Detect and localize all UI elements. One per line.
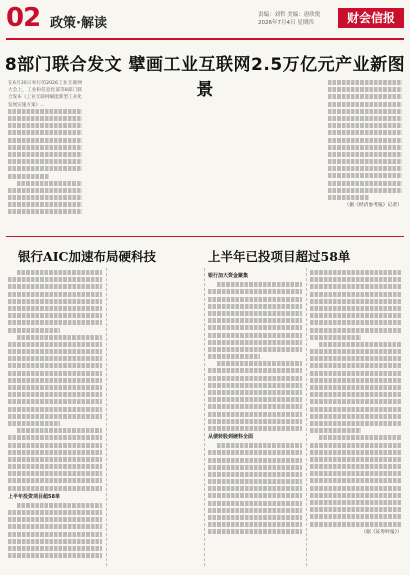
article2-subheading-2: 银行加大资金聚集 xyxy=(208,273,249,279)
text-lines xyxy=(208,443,302,534)
article1-intro: 在6月30日举行的2026工业互联网大会上，工业和信息化部等8部门联合发布《工业互联网赋能新型工业化发展实施方案》… xyxy=(8,81,82,108)
column-divider xyxy=(204,268,205,566)
text-lines xyxy=(8,503,102,558)
main-headline: 8部门联合发文 擘画工业互联网2.5万亿元产业新图景 xyxy=(4,55,406,100)
article1-column-2 xyxy=(88,80,162,230)
article1-column-4 xyxy=(248,80,322,230)
article2-column-2 xyxy=(110,270,200,568)
text-lines xyxy=(310,270,402,527)
text-lines xyxy=(8,270,102,491)
article3-headline: 上半年已投项目超过58单 xyxy=(208,249,351,264)
column-divider xyxy=(306,268,307,566)
article1-column-3 xyxy=(168,80,242,230)
article1-column-1 xyxy=(8,80,82,230)
page-meta xyxy=(258,11,328,27)
section-name: 政策·解读 xyxy=(50,16,107,31)
text-lines xyxy=(208,282,302,431)
column-divider xyxy=(106,268,107,566)
page-header xyxy=(0,0,410,40)
article3-column-2 xyxy=(310,270,402,568)
date-line: 2026年7月4日 星期四 xyxy=(258,20,314,26)
article2-subheading-3: 从债转股到硬科全面 xyxy=(208,433,254,440)
article2-credit: （据《证券时报》） xyxy=(361,529,402,535)
newspaper-logo: 财会信报 xyxy=(338,8,404,28)
article1-credit: （据《经济参考报》记者） xyxy=(344,203,402,209)
section-number: 02 xyxy=(6,3,41,33)
header-rule xyxy=(6,38,404,40)
text-lines xyxy=(8,109,82,215)
article1-column-5 xyxy=(328,80,402,230)
article2-subheading-1: 上半年投资项目超58单 xyxy=(8,493,60,500)
article3-column-1 xyxy=(208,270,302,568)
editor-line: 责编：刘哲 美编：唐欣悦 xyxy=(258,12,321,18)
article2-headline: 银行AIC加速布局硬科技 xyxy=(18,249,156,264)
article2-column-1 xyxy=(8,270,102,568)
text-lines xyxy=(328,80,402,200)
section-divider xyxy=(6,236,404,237)
